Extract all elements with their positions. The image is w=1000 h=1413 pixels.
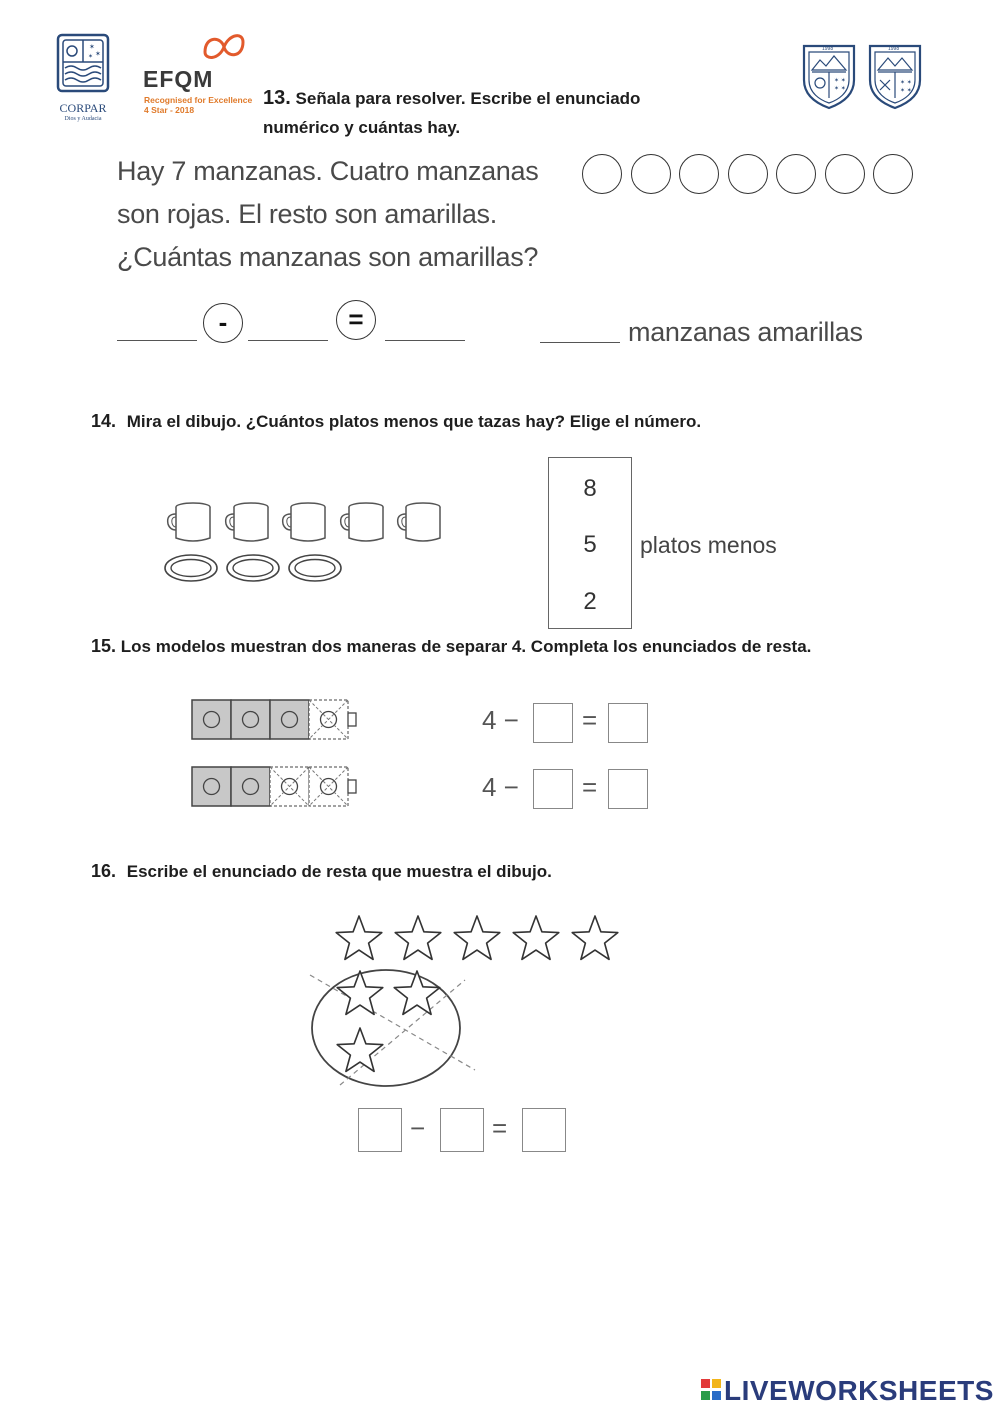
svg-text:✶: ✶ [89, 44, 95, 51]
cup-icon [339, 500, 389, 549]
q16-number: 16. [91, 861, 117, 881]
svg-text:1998: 1998 [888, 46, 900, 52]
liveworksheets-brand: LIVEWORKSHEETS [724, 1375, 994, 1406]
apple-circle[interactable] [728, 154, 768, 194]
efqm-stars: 4 Star - 2018 [144, 105, 195, 115]
q14-option-1[interactable]: 8 [583, 475, 597, 502]
svg-text:✶: ✶ [95, 51, 101, 58]
star-icon [513, 916, 559, 959]
q15-eq1-equals: = [582, 705, 598, 735]
star-icon [454, 916, 500, 959]
svg-text:✶ ✶: ✶ ✶ [834, 78, 846, 84]
q16-minus: − [410, 1113, 426, 1143]
q13-answer-label: manzanas amarillas [628, 317, 863, 347]
q15-number: 15. [91, 636, 117, 656]
q14-option-2[interactable]: 5 [583, 531, 597, 558]
star-icon [336, 916, 382, 959]
cube-connector [348, 713, 356, 726]
svg-text:✶: ✶ [88, 54, 94, 60]
cube-connector [348, 780, 356, 793]
svg-text:✶ ✶: ✶ ✶ [900, 80, 912, 86]
q15-eq2-equals: = [582, 772, 598, 802]
liveworksheets-icon [700, 1378, 722, 1402]
q16-equals: = [492, 1113, 508, 1143]
plate-icon [225, 552, 281, 589]
apple-circle[interactable] [631, 154, 671, 194]
star-icon [394, 971, 440, 1014]
apple-circle[interactable] [873, 154, 913, 194]
cup-icon [224, 500, 274, 549]
q13-title-line1: Señala para resolver. Escribe el enunciado [295, 89, 641, 108]
corpar-logo [52, 32, 114, 122]
cube [192, 767, 231, 806]
q14-option-3[interactable]: 2 [583, 588, 597, 615]
efqm-label: EFQM [143, 66, 214, 92]
efqm-tagline: Recognised for Excellence [144, 95, 253, 105]
svg-text:1998: 1998 [822, 46, 834, 52]
q13-minus-circle: - [203, 303, 243, 343]
cup-icon [281, 500, 331, 549]
cube [192, 700, 231, 739]
q16-title: Escribe el enunciado de resta que muestra el dibujo. [126, 862, 552, 881]
school-shield-icon [866, 40, 924, 110]
efqm-logo [143, 30, 258, 120]
plate-icon [163, 552, 219, 589]
apple-circle[interactable] [582, 154, 622, 194]
star-icon [395, 916, 441, 959]
q15-eq2-start: 4 − [482, 772, 519, 802]
q13-equals-circle: = [336, 300, 376, 340]
q14-options-box [548, 457, 632, 629]
cube-train [191, 698, 366, 742]
q15-eq1-box-2[interactable] [608, 703, 648, 743]
q13-problem-line1: Hay 7 manzanas. Cuatro manzanas [117, 156, 539, 186]
plate-icon [287, 552, 343, 589]
school-shield-icon [800, 40, 858, 110]
star-icon [337, 1028, 383, 1071]
school-badge-2 [866, 40, 924, 110]
q13-blank-1[interactable] [117, 340, 197, 341]
cube-crossed-out [270, 767, 309, 806]
star-icon [572, 916, 618, 959]
cube [270, 700, 309, 739]
cube-crossed-out [309, 700, 348, 739]
q13-problem-line2: son rojas. El resto son amarillas. [117, 199, 497, 229]
q13-title-line2: numérico y cuántas hay. [263, 118, 461, 137]
svg-text:✶ ✶: ✶ ✶ [900, 88, 912, 94]
q14-title: Mira el dibujo. ¿Cuántos platos menos que tazas hay? Elige el número. [126, 412, 702, 431]
q13-number: 13. [263, 87, 291, 109]
q15-heading [91, 636, 811, 657]
q16-box-1[interactable] [358, 1108, 402, 1152]
cup-icon [396, 500, 446, 549]
apple-circle[interactable] [825, 154, 865, 194]
q13-problem-line3: ¿Cuántas manzanas son amarillas? [117, 242, 539, 272]
q13-heading [263, 87, 640, 110]
efqm-infinity-icon [199, 30, 249, 64]
apple-circle[interactable] [679, 154, 719, 194]
cube-crossed-out [309, 767, 348, 806]
q13-blank-3[interactable] [385, 340, 465, 341]
cube [231, 767, 270, 806]
corpar-sublabel: Dios y Audacia [64, 116, 102, 122]
q15-eq1-start: 4 − [482, 705, 519, 735]
svg-text:✶ ✶: ✶ ✶ [834, 86, 846, 92]
q16-box-2[interactable] [440, 1108, 484, 1152]
q15-eq2-box-2[interactable] [608, 769, 648, 809]
q14-heading [91, 411, 701, 432]
q16-heading [91, 861, 552, 882]
star-icon [337, 971, 383, 1014]
q16-box-3[interactable] [522, 1108, 566, 1152]
q13-blank-2[interactable] [248, 340, 328, 341]
school-badge-1 [800, 40, 858, 110]
q15-title: Los modelos muestran dos maneras de separar 4. Completa los enunciados de resta. [120, 637, 812, 656]
cube-train [191, 765, 366, 809]
cup-icon [166, 500, 216, 549]
q15-eq1-box-1[interactable] [533, 703, 573, 743]
corpar-shield-icon [52, 32, 114, 94]
stars-picture [300, 905, 630, 1090]
liveworksheets-logo [700, 1378, 722, 1402]
cube [231, 700, 270, 739]
corpar-label: CORPAR [59, 101, 107, 115]
apple-circle[interactable] [776, 154, 816, 194]
q14-options-label: platos menos [640, 532, 777, 558]
q13-answer-blank[interactable] [540, 342, 620, 343]
q15-eq2-box-1[interactable] [533, 769, 573, 809]
q14-number: 14. [91, 411, 117, 431]
